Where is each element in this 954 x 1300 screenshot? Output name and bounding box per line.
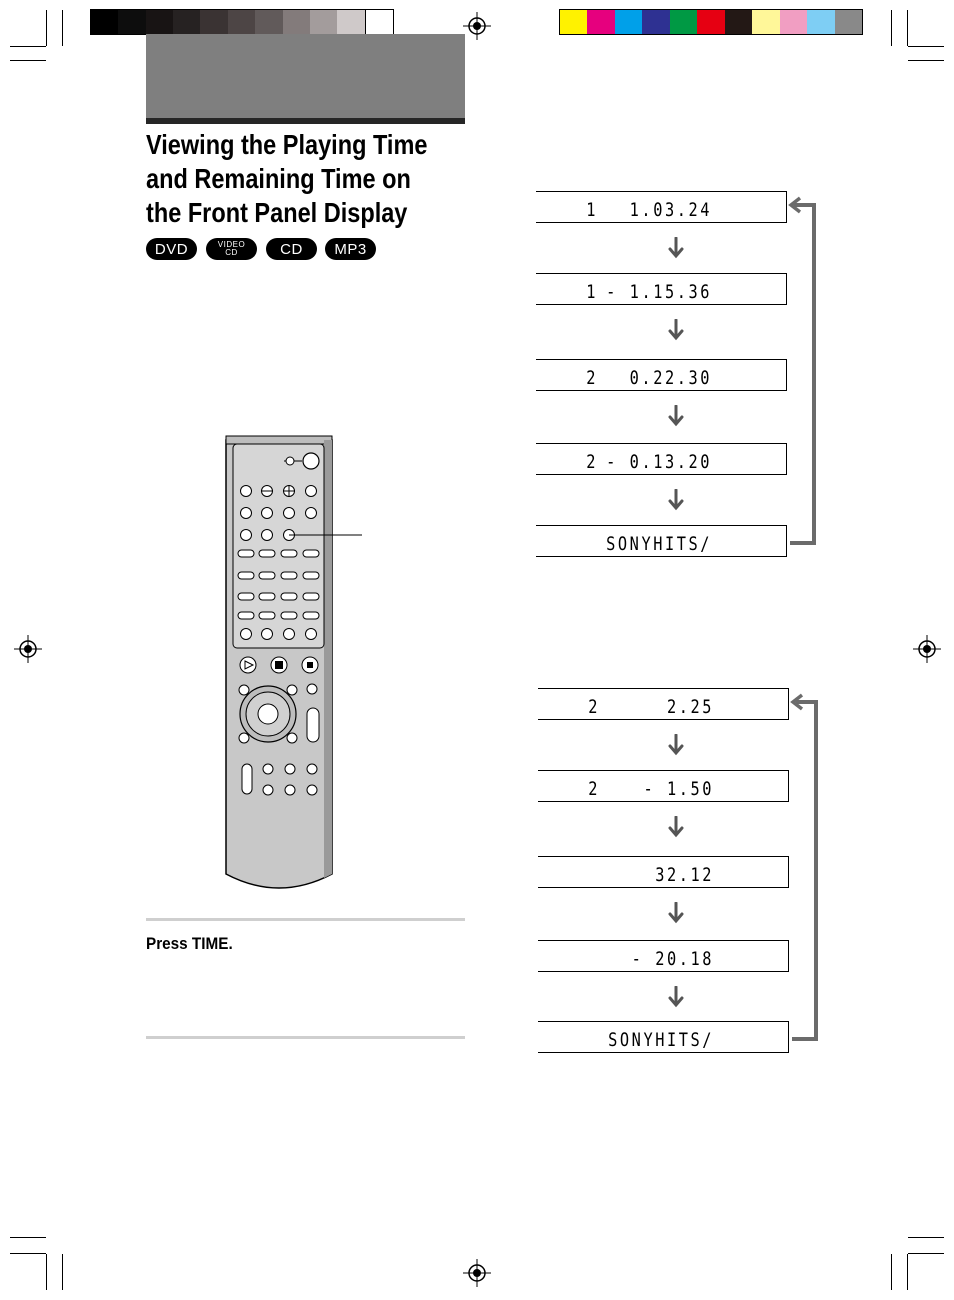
display-segment-text: 1.03.24 (629, 199, 712, 222)
display-segment-text: - 1.15.36 (606, 281, 712, 304)
dvd-badge: DVD (146, 238, 197, 260)
video-cd-badge-top: VIDEO (217, 240, 246, 249)
section-header-rule (146, 118, 465, 124)
front-panel-display (536, 443, 787, 475)
arrow-down-icon (668, 986, 684, 1008)
title-line: the Front Panel Display (146, 197, 408, 228)
grayscale-calibration-strip (90, 9, 394, 35)
display-segment-text: 1 (586, 281, 598, 304)
step-rule-bottom (146, 1036, 465, 1039)
display-segment-text: 32.12 (655, 864, 714, 887)
display-segment-text: 1 (586, 199, 598, 222)
display-segment-text: 2 (586, 367, 598, 390)
display-segment-text: SONYHITS/ (608, 1029, 714, 1052)
display-segment-text: SONYHITS/ (606, 533, 712, 556)
arrow-down-icon (668, 902, 684, 924)
display-segment-text: - 20.18 (631, 948, 714, 971)
display-segment-text: 2 (586, 451, 598, 474)
page-title (146, 128, 428, 230)
cd-badge: CD (266, 238, 317, 260)
registration-mark-icon (14, 635, 42, 663)
mp3-badge: MP3 (325, 238, 376, 260)
remote-control-icon (222, 432, 362, 892)
cycle-return-arrow-icon (790, 692, 824, 1049)
arrow-down-icon (668, 734, 684, 756)
title-line: Viewing the Playing Time (146, 129, 428, 160)
front-panel-display (536, 525, 787, 557)
video-cd-badge-bottom: CD (225, 248, 238, 257)
display-segment-text: 2.25 (666, 696, 714, 719)
registration-mark-icon (913, 635, 941, 663)
video-cd-badge (206, 238, 257, 260)
front-panel-display (536, 273, 787, 305)
step-rule-top (146, 918, 465, 921)
arrow-down-icon (668, 319, 684, 341)
display-segment-text: 2 (588, 696, 600, 719)
step-instruction: Press TIME. (146, 934, 233, 953)
front-panel-display (538, 770, 789, 802)
arrow-down-icon (668, 237, 684, 259)
display-segment-text: - 1.50 (643, 778, 714, 801)
arrow-down-icon (668, 816, 684, 838)
display-segment-text: 2 (588, 778, 600, 801)
section-header-bar (146, 34, 465, 118)
title-line: and Remaining Time on (146, 163, 411, 194)
front-panel-display (538, 1021, 789, 1053)
front-panel-display (536, 359, 787, 391)
arrow-down-icon (668, 489, 684, 511)
display-segment-text: - 0.13.20 (606, 451, 712, 474)
registration-mark-icon (463, 12, 491, 40)
registration-mark-icon (463, 1259, 491, 1287)
arrow-down-icon (668, 405, 684, 427)
display-segment-text: 0.22.30 (629, 367, 712, 390)
cycle-return-arrow-icon (788, 195, 822, 553)
front-panel-display (536, 191, 787, 223)
front-panel-display (538, 940, 789, 972)
color-calibration-strip (559, 9, 863, 35)
front-panel-display (538, 856, 789, 888)
front-panel-display (538, 688, 789, 720)
